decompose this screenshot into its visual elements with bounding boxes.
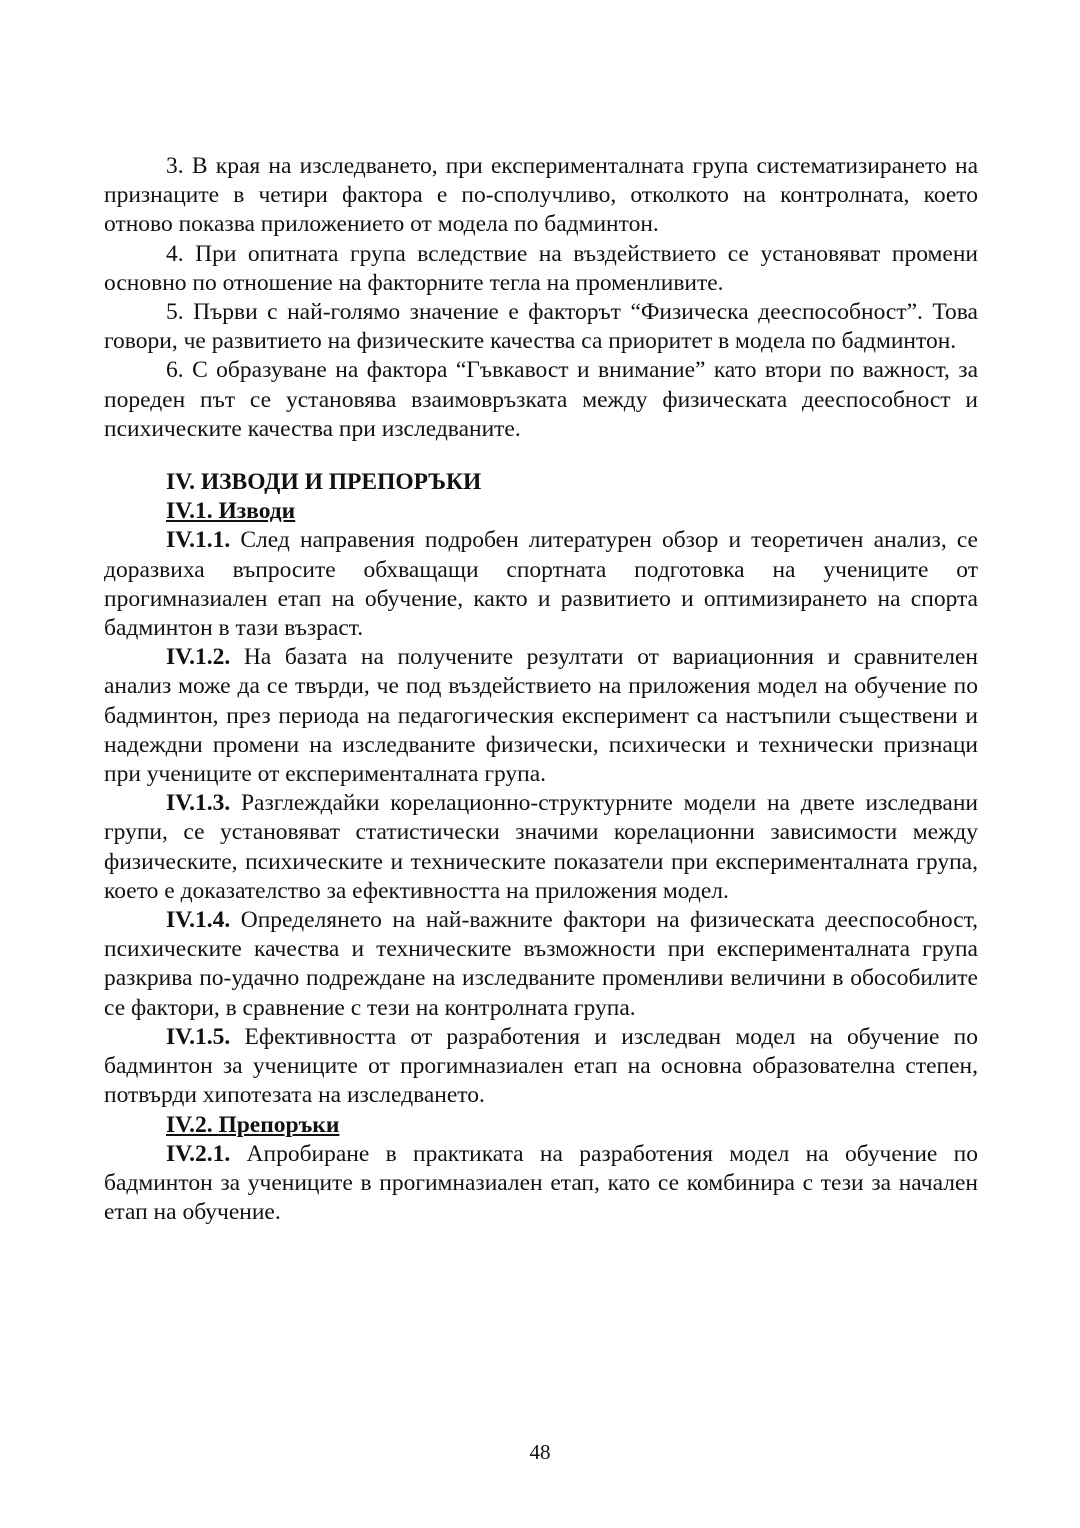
- conclusion-number: IV.1.3.: [166, 790, 231, 817]
- intro-point-3: 3. В края на изследването, при експерименталната група систематизирането на признаците в четири фактора е по-сполучливо, отколкото на контролната, което отново показва приложението от модела по бадминтон.: [104, 153, 978, 238]
- recommendation-number: IV.2.1.: [166, 1140, 231, 1167]
- conclusion-text: Определянето на най-важните фактори на физическата дееспособност, психическите качества и техническите възможности при експерименталната група разкрива по-удачно подреждане на изследваните променливи величини в обособилите се фактори, в сравнение с тези на контролната група.: [104, 907, 978, 1021]
- conclusion-number: IV.1.4.: [166, 907, 231, 934]
- conclusion-number: IV.1.5.: [166, 1023, 231, 1050]
- recommendation-item: [104, 1140, 978, 1228]
- conclusion-item: [104, 906, 978, 1023]
- conclusion-text: Разглеждайки корелационно-структурните модели на двете изследвани групи, се установяват статистически значими корелационни зависимости между физическите, психическите и техническите показатели при експерименталната група, което е доказателство за ефективността на приложения модел.: [104, 790, 978, 904]
- recommendation-text: Апробиране в практиката на разработения модел на обучение по бадминтон за учениците в прогимназиален етап, като се комбинира с тези за начален етап на обучение.: [104, 1140, 978, 1226]
- conclusion-number: IV.1.2.: [166, 644, 231, 671]
- intro-point-6: 6. С образуване на фактора “Гъвкавост и внимание” като втори по важност, за пореден път се установява взаимовръзката между физическата дееспособност и психическите качества при изследваните.: [104, 357, 978, 442]
- section-title: IV. ИЗВОДИ И ПРЕПОРЪКИ: [166, 469, 482, 496]
- conclusion-text: Ефективността от разработения и изследван модел на обучение по бадминтон за учениците от прогимназиален етап на основна образователна степен, потвърди хипотезата на изследването.: [104, 1023, 978, 1109]
- conclusion-number: IV.1.1.: [166, 527, 231, 554]
- conclusions-heading: IV.1. Изводи: [166, 498, 296, 525]
- conclusion-item: [104, 1023, 978, 1111]
- page-number: 48: [529, 1440, 551, 1464]
- conclusion-item: [104, 526, 978, 643]
- intro-point-5: 5. Първи с най-голямо значение е факторът “Физическа дееспособност”. Това говори, че развитието на физическите качества са приоритет в модела по бадминтон.: [104, 299, 978, 355]
- intro-point-4: 4. При опитната група вследствие на въздействието се установяват промени основно по отношение на факторните тегла на променливите.: [104, 240, 978, 296]
- recommendations-heading: IV.2. Препоръки: [166, 1111, 340, 1138]
- conclusion-text: На базата на получените резултати от вариационния и сравнителен анализ може да се твърди, че под въздействието на приложения модел на обучение по бадминтон, през периода на педагогическия експеримент са настъпили съществени и надеждни промени на изследваните физически, психически и технически признаци при учениците от експерименталната група.: [104, 644, 978, 788]
- conclusion-text: След направения подробен литературен обзор и теоретичен анализ, се доразвиха въпросите обхващащи спортната подготовка на учениците от прогимназиален етап на обучение, както и развитието и оптимизирането на спорта бадминтон в тази възраст.: [104, 527, 978, 642]
- conclusion-item: [104, 789, 978, 906]
- conclusion-item: [104, 643, 978, 789]
- page-body: [104, 152, 978, 1227]
